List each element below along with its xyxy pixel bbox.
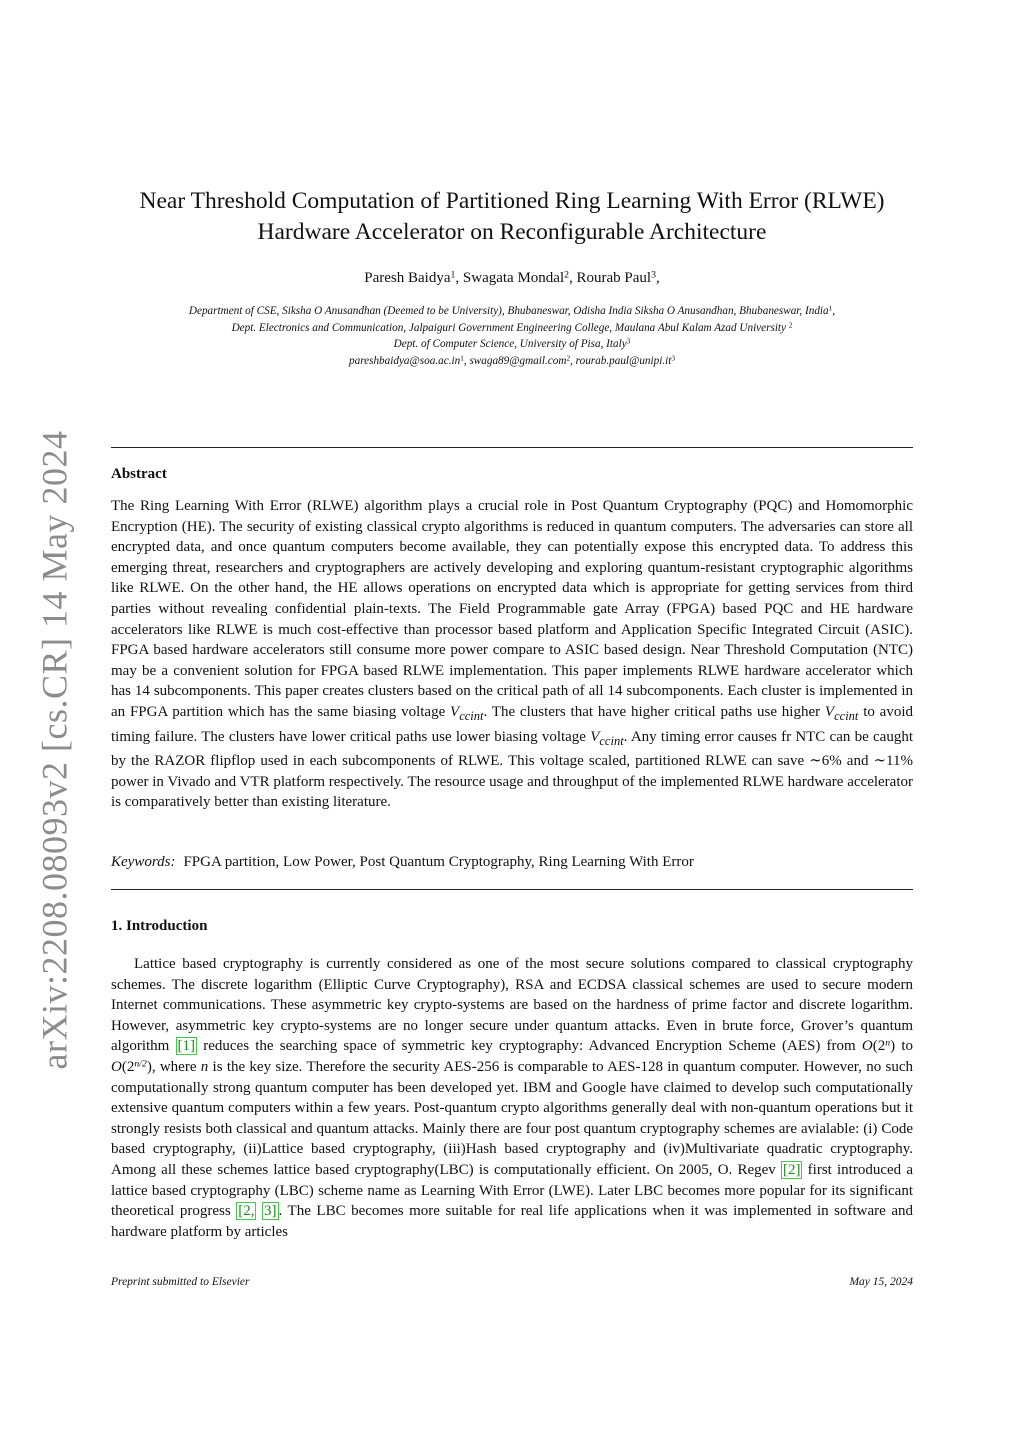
email-link[interactable]: , swaga89@gmail.com [463, 354, 567, 367]
email-link[interactable]: , rourab.paul@unipi.it [570, 354, 672, 367]
introduction-body: Lattice based cryptography is currently considered as one of the most secure solutions compared to classical cryptography schemes. The discrete logarithm (Elliptic Curve Cryptography), RSA and ECDSA classical schemes are used to secure modern Internet communications. These asymmetric key crypto-systems are based on the hardness of prime factor and discrete logarithm. However, asymmetric key crypto-systems are no longer secure under quantum attacks. Even in brute force, Grover’s quantum algorithm [1] reduces the searching space of symmetric key cryptography: Advanced Encryption Scheme (AES) from O(2$^n$) to $O(2^{n/2})$, where n is the key size. Therefore the security AES-256 is comparable to AES-128 in quantum computer. However, no such computationally strong quantum computer has been developed yet. IBM and Google have claimed to develop such computationally extensive quantum computers within a few years. Post-quantum crypto algorithms generally deal with non-quantum operations but it strongly resists both classical and quantum attacks. Mainly there are four post quantum cryptography schemes are avialable: (i) Code based cryptography, (ii)Lattice based cryptography, (iii)Hash based cryptography and (iv)Multivariate quadratic cryptography. Among all these schemes lattice based cryptography(LBC) is computationally efficient. On 2005, O. Regev [2] first introduced a lattice based cryptography (LBC) scheme name as Learning With Error (LWE). Later LBC becomes more popular for its significant theoretical progress [2, 3] . The LBC becomes more suitable for real life applications when it was implemented in software and hardware platform by articles [111, 956, 914, 1240]
citation-link[interactable]: [2, [238, 1203, 255, 1220]
keywords-label: Keywords: [111, 854, 176, 870]
keywords [111, 854, 694, 871]
author-name: Swagata Mondal [462, 270, 565, 286]
divider-bottom [111, 889, 913, 890]
citation-link[interactable]: 3] [264, 1203, 277, 1220]
affiliation-1: Department of CSE, Siksha O Anusandhan (Deemed to be University), Bhubaneswar, Odisha India Siksha O Anusandhan, Bhubaneswar, India$^1$, [188, 304, 836, 317]
paper-title [100, 186, 924, 248]
abstract-heading: Abstract [111, 466, 167, 482]
affiliation-3: Dept. of Computer Science, University of Pisa, Italy$^3$ [393, 337, 631, 350]
author-name: Rourab Paul [576, 270, 652, 286]
email-link[interactable]: pareshbaidya@soa.ac.in [349, 354, 461, 367]
author-sup: 2 [564, 269, 569, 281]
affiliations [100, 303, 924, 369]
title-line-2: Hardware Accelerator on Reconfigurable Architecture [257, 219, 767, 245]
author-sup: 1 [450, 269, 456, 281]
email-list: $pareshbaidya@soa.ac.in^1$, swaga89@gmail.com$^2$, $rourab.paul@unipi.it^3$ [349, 354, 675, 367]
affiliation-2: Dept. Electronics and Communication, Jalpaiguri Government Engineering College, Maulana Abul Kalam Azad University $^2$ [231, 321, 793, 334]
author-sup: 3 [651, 269, 656, 281]
arxiv-id[interactable]: arXiv:2208.08093v2 [cs.CR] 14 May 2024 [34, 430, 75, 1070]
arxiv-stamp [22, 430, 86, 1070]
title-line-1: Near Threshold Computation of Partitioned Ring Learning With Error (RLWE) [139, 188, 885, 214]
citation-link[interactable]: [1] [177, 1038, 196, 1055]
author-list: Paresh Baidya$^1$, Swagata Mondal$^2$, Rourab Paul$^3$, [364, 269, 660, 286]
divider-top [111, 447, 913, 448]
keywords-text: FPGA partition, Low Power, Post Quantum Cryptography, Ring Learning With Error [183, 854, 694, 870]
footer-preprint-note: Preprint submitted to Elsevier [111, 1276, 250, 1288]
citation-link[interactable]: [2] [782, 1161, 801, 1178]
abstract-body: The Ring Learning With Error (RLWE) algorithm plays a crucial role in Post Quantum Cryptography (PQC) and Homomorphic Encryption (HE). The security of existing classical crypto algorithms is reduced in quantum computers. The adversaries can store all encrypted data, and once quantum computers become available, they can potentially expose this encrypted data. To address this emerging threat, researchers and cryptographers are actively developing and exploring quantum-resistant cryptographic algorithms like RLWE. On the other hand, the HE allows operations on encrypted data which is appropriate for getting services from third parties without revealing confidential plain-texts. The Field Programmable gate Array (FPGA) based PQC and HE hardware accelerators like RLWE is much cost-effective than processor based platform and Application Specific Integrated Circuit (ASIC). FPGA based hardware accelerators still consume more power compare to ASIC based design. Near Threshold Computation (NTC) may be a convenient solution for FPGA based RLWE implementation. This paper implements RLWE hardware accelerator which has 14 subcomponents. This paper creates clusters based on the critical path of all 14 subcomponents. Each cluster is implemented in an FPGA partition which has the same biasing voltage $V_{ccint}$. The clusters that have higher critical paths use higher $V_{ccint}$ to avoid timing failure. The clusters have lower critical paths use lower biasing voltage $V_{ccint}$. Any timing error causes fr NTC can be caught by the RAZOR flipflop used in each subcomponents of RLWE. This voltage scaled, partitioned RLWE can save ∼6% and ∼11% power in Vivado and VTR platform respectively. The resource usage and throughput of the implemented RLWE hardware accelerator is comparatively better than existing literature. [111, 498, 913, 811]
section-heading-introduction: 1. Introduction [111, 918, 208, 934]
footer-date: May 15, 2024 [849, 1276, 913, 1288]
author-name: Paresh Baidya [364, 270, 451, 286]
